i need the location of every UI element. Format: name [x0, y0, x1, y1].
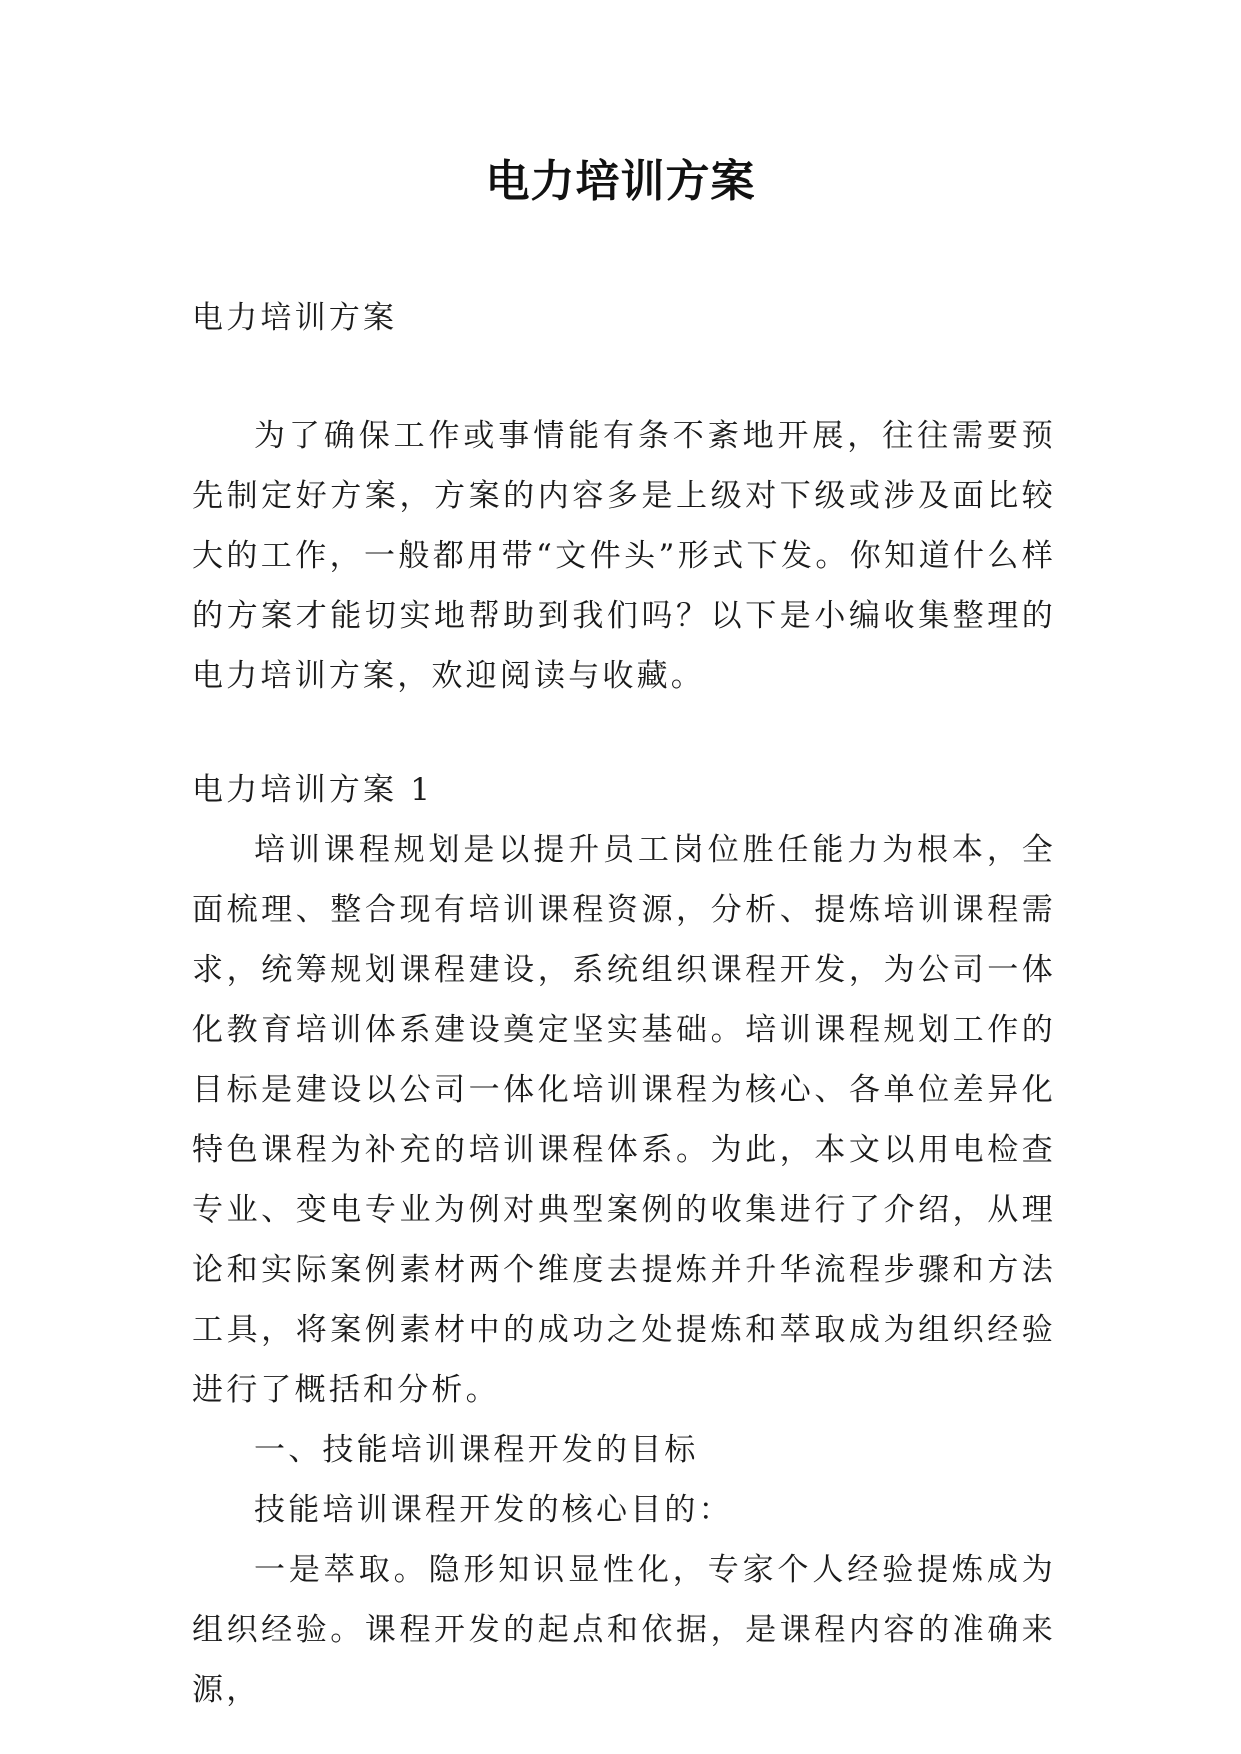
spacer [192, 348, 1056, 406]
list-intro: 技能培训课程开发的核心目的： [254, 1492, 733, 1528]
section-paragraph: 培训课程规划是以提升员工岗位胜任能力为根本，全面梳理、整合现有培训课程资源，分析、提炼培训课程需求，统筹规划课程建设，系统组织课程开发，为公司一体化教育培训体系建设奠定坚实基础。培训课程规划工作的目标是建设以公司一体化培训课程为核心、各单位差异化特色课程为补充的培训课程体系。为此，本文以用电检查专业、变电专业为例对典型案例的收集进行了介绍，从理论和实际案例素材两个维度去提炼并升华流程步骤和方法工具，将案例素材中的成功之处提炼和萃取成为组织经验进行了概括和分析。 [192, 832, 1056, 1408]
point-one-paragraph: 一是萃取。隐形知识显性化，专家个人经验提炼成为组织经验。课程开发的起点和依据，是课程内容的准确来源， [192, 1552, 1056, 1708]
spacer [192, 706, 1056, 760]
document-title: 电力培训方案 [485, 156, 756, 207]
section-heading: 电力培训方案 1 [192, 772, 434, 808]
intro-paragraph: 为了确保工作或事情能有条不紊地开展，往往需要预先制定好方案，方案的内容多是上级对下级或涉及面比较大的工作，一般都用带“文件头”形式下发。你知道什么样的方案才能切实地帮助到我们吗？以下是小编收集整理的电力培训方案，欢迎阅读与收藏。 [192, 418, 1056, 694]
document-body [192, 288, 1056, 1720]
list-heading: 一、技能培训课程开发的目标 [254, 1432, 699, 1468]
document-subtitle: 电力培训方案 [192, 300, 398, 336]
